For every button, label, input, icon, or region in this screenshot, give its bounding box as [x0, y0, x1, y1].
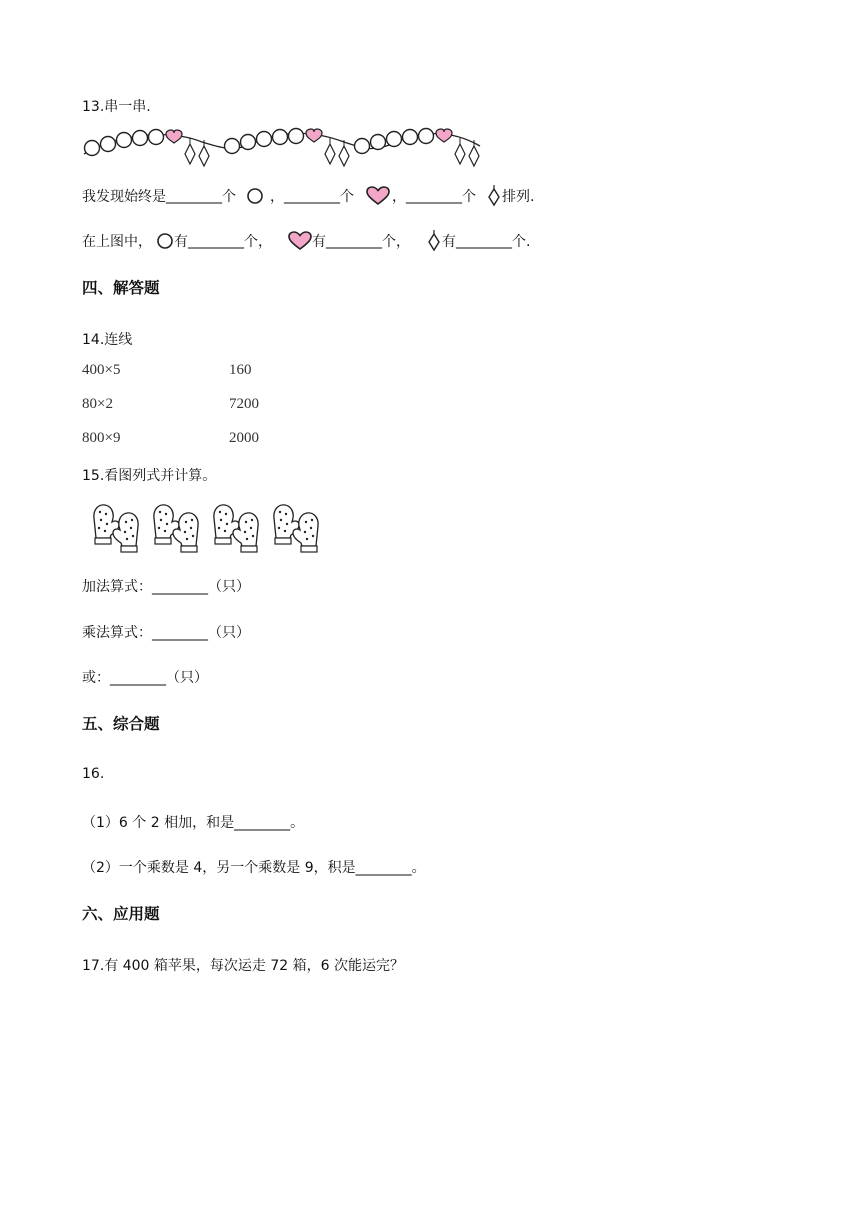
left-expression[interactable]: 400×5	[82, 362, 121, 378]
punctuation: ，	[270, 189, 284, 205]
answer-blank[interactable]: ________	[152, 625, 208, 641]
bead-diamond	[199, 146, 209, 166]
q16-part2[interactable]: （2）一个乘数是 4，另一个乘数是 9，积是________。	[82, 860, 426, 876]
has-text: 有	[174, 234, 188, 250]
bead-circle	[225, 139, 240, 154]
diamond-pendant-icon	[488, 185, 500, 207]
answer-blank[interactable]: ________	[456, 233, 512, 249]
q15-or-line	[82, 667, 208, 687]
bead-circle	[387, 132, 402, 147]
mitten	[173, 513, 198, 552]
q15-add-line	[82, 576, 250, 596]
q13-line2-intro: 在上图中，	[82, 234, 152, 250]
diamond-pendant-icon	[428, 230, 440, 252]
heart-icon	[366, 186, 390, 206]
answer-blank[interactable]: ________	[406, 188, 462, 204]
answer-blank[interactable]: ________	[166, 188, 222, 204]
addition-label: 加法算式：	[82, 579, 152, 595]
unit-text: （只）	[208, 579, 250, 595]
bead-circle	[257, 132, 272, 147]
q15-mul-line	[82, 622, 250, 642]
bead-circle	[85, 141, 100, 156]
right-result[interactable]: 7200	[229, 396, 259, 412]
circle-icon	[156, 232, 174, 250]
q13-line2	[82, 230, 530, 252]
bead-circle	[403, 130, 418, 145]
punctuation: ，	[392, 189, 406, 205]
answer-blank[interactable]: ________	[152, 579, 208, 595]
or-label: 或：	[82, 670, 110, 686]
bead-circle	[273, 130, 288, 145]
q15-title: 15.看图列式并计算。	[82, 468, 217, 484]
q13-title: 13.串一串.	[82, 99, 151, 115]
left-expression[interactable]: 800×9	[82, 430, 121, 446]
q13-line1	[82, 185, 534, 207]
q14-title: 14.连线	[82, 332, 133, 348]
bead-string-figure	[82, 118, 482, 174]
unit-text: （只）	[166, 670, 208, 686]
unit-text: 个	[340, 189, 354, 205]
right-result[interactable]: 160	[229, 362, 252, 378]
section-title-5: 五、综合题	[82, 715, 160, 733]
mitten	[233, 513, 258, 552]
section-title-6: 六、应用题	[82, 905, 160, 923]
section-title-4: 四、解答题	[82, 279, 160, 297]
answer-blank[interactable]: ________	[326, 233, 382, 249]
has-text: 有	[312, 234, 326, 250]
circle-icon	[246, 187, 264, 205]
q13-line1-tail: 排列.	[502, 189, 535, 205]
bead-heart	[436, 129, 452, 142]
mitten	[113, 513, 138, 552]
unit-text: 个	[222, 189, 236, 205]
q16-part1[interactable]: （1）6 个 2 相加，和是________。	[82, 815, 305, 831]
bead-heart	[306, 129, 322, 142]
bead-diamond	[455, 144, 465, 164]
bead-circle	[133, 131, 148, 146]
multiplication-label: 乘法算式：	[82, 625, 152, 641]
bead-circle	[371, 135, 386, 150]
q13-line1-intro: 我发现始终是	[82, 189, 166, 205]
bead-circle	[149, 130, 164, 145]
answer-blank[interactable]: ________	[188, 233, 244, 249]
unit-text: 个，	[244, 234, 272, 250]
bead-heart	[166, 130, 182, 143]
unit-text: （只）	[208, 625, 250, 641]
right-result[interactable]: 2000	[229, 430, 259, 446]
bead-diamond	[185, 144, 195, 164]
bead-circle	[117, 133, 132, 148]
bead-diamond	[469, 146, 479, 166]
unit-text: 个	[462, 189, 476, 205]
mittens-figure	[90, 500, 330, 556]
bead-circle	[241, 135, 256, 150]
bead-circle	[101, 137, 116, 152]
bead-circle	[355, 139, 370, 154]
unit-text: 个.	[512, 234, 531, 250]
bead-diamond	[325, 144, 335, 164]
left-expression[interactable]: 80×2	[82, 396, 113, 412]
q16-title: 16.	[82, 766, 105, 782]
mitten	[293, 513, 318, 552]
bead-circle	[289, 129, 304, 144]
q17-title: 17.有 400 箱苹果，每次运走 72 箱，6 次能运完？	[82, 958, 404, 974]
answer-blank[interactable]: ________	[110, 670, 166, 686]
answer-blank[interactable]: ________	[284, 188, 340, 204]
heart-icon	[288, 231, 312, 251]
bead-circle	[419, 129, 434, 144]
bead-diamond	[339, 146, 349, 166]
unit-text: 个，	[382, 234, 410, 250]
has-text: 有	[442, 234, 456, 250]
